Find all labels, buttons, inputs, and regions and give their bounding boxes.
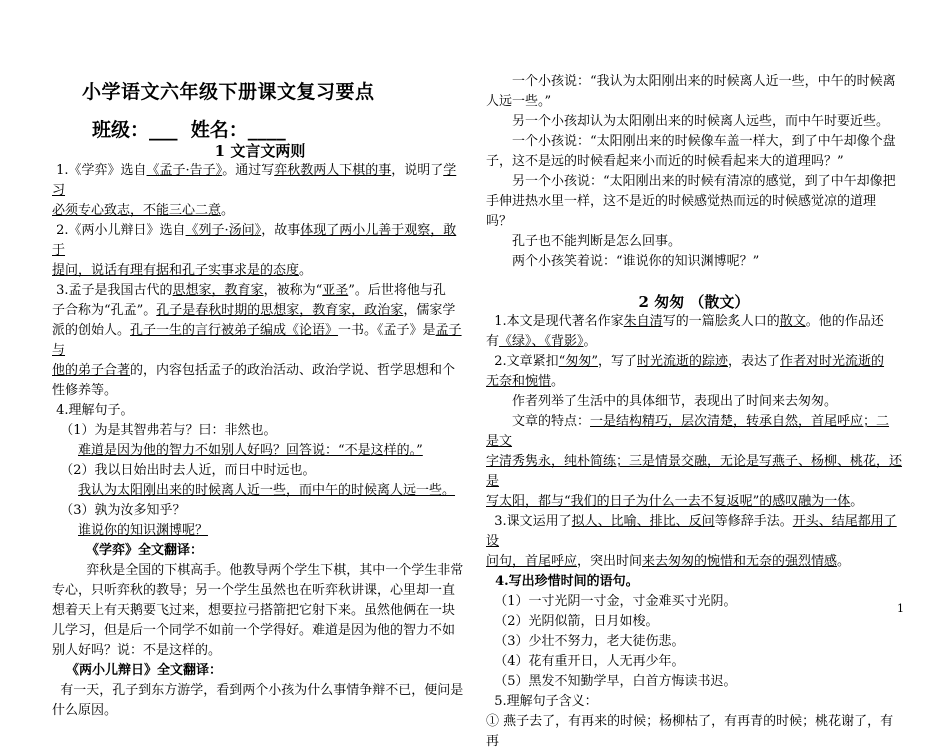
text-line: 另一个小孩说：“太阳刚出来的时候有清凉的感觉，到了中午却像把 — [512, 174, 896, 189]
text-line: 问句，首尾呼应，突出时间来去匆匆的惋惜和无奈的强烈情感。 — [486, 554, 851, 569]
text-line: 提问，说话有理有据和孔子实事求是的态度。 — [52, 263, 313, 278]
text-line: 另一个小孩却认为太阳刚出来的时候离人远些，而中午时要近些。 — [512, 114, 890, 129]
page-number: 1 — [897, 602, 904, 615]
text-line: （3）孰为汝多知乎？ — [60, 503, 186, 518]
section-heading-1: 1 文言文两则 — [214, 142, 306, 160]
text-line: 2.文章紧扣“匆匆”，写了时光流逝的踪迹，表达了作者对时光流逝的 — [494, 354, 885, 369]
text-line: （2）光阴似箭，日月如梭。 — [494, 614, 659, 629]
text-line: 《学弈》全文翻译： — [86, 543, 204, 558]
page-title: 小学语文六年级下册课文复习要点 — [82, 81, 375, 103]
text-line: 吗？ — [486, 214, 513, 229]
text-line: 手伸进热水里一样，这不是近的时候感觉热而远的时候感觉凉的道理 — [486, 194, 877, 209]
text-line: 谁说你的知识渊博呢？ — [78, 523, 209, 538]
text-line: 文章的特点：一是结构精巧，层次清楚，转承自然，首尾呼应；二是文 — [486, 414, 890, 449]
text-line: 4.理解句子。 — [56, 403, 134, 418]
text-line: 字清秀隽永，纯朴简练；三是情景交融，无论是写燕子、杨柳、桃花，还是 — [486, 454, 903, 489]
text-line: 别人好吗？说：不是这样的。 — [52, 643, 222, 658]
text-line: 他的弟子合著的，内容包括孟子的政治活动、政治学说、哲学思想和个 — [52, 363, 456, 378]
text-line: （3）少壮不努力，老大徒伤悲。 — [494, 634, 685, 649]
text-line: 专心，只听弈秋的教导；另一个学生虽然也在听弈秋讲课，心里却一直 — [52, 583, 456, 598]
class-label: 班级： — [92, 119, 150, 141]
left-column-content — [52, 141, 468, 721]
text-line: 5.理解句子含义： — [494, 694, 598, 709]
text-line: 3.课文运用了拟人、比喻、排比、反问等修辞手法。开头、结尾都用了设 — [486, 514, 897, 549]
text-line: 想着天上有天鹅要飞过来，想要拉弓搭箭把它射下来。虽然他俩在一块 — [52, 603, 456, 618]
text-line: 性修养等。 — [52, 383, 118, 398]
text-line: 1.《学弈》选自《孟子·告子》。通过写弈秋教两人下棋的事，说明了学习 — [52, 163, 457, 198]
text-line: 4.写出珍惜时间的语句。 — [495, 574, 639, 589]
text-line: 什么原因。 — [52, 703, 118, 718]
text-line: 一个小孩说：“我认为太阳刚出来的时候离人近一些，中午的时候离 — [512, 74, 896, 89]
text-line: 作者列举了生活中的具体细节，表现出了时间来去匆匆。 — [512, 394, 838, 409]
spacer — [486, 272, 902, 292]
text-line: 《两小儿辩日》全文翻译： — [66, 663, 223, 678]
text-line: 无奈和惋惜。 — [486, 374, 565, 389]
text-line: 派的创始人。孔子一生的言行被弟子编成《论语》一书。《孟子》是孟子与 — [52, 323, 462, 358]
text-line: 孔子也不能判断是怎么回事。 — [512, 234, 682, 249]
text-line: 一个小孩说：“太阳刚出来的时候像车盖一样大，到了中午却像个盘 — [512, 134, 896, 149]
text-line: （5）黑发不知勤学早，白首方悔读书迟。 — [494, 674, 737, 689]
text-line: 人远一些。” — [486, 94, 552, 109]
text-line: （1）为是其智弗若与？曰：非然也。 — [60, 423, 277, 438]
name-label: 姓名： — [190, 119, 248, 141]
class-name-line — [92, 118, 286, 142]
text-line: 子合称为“孔孟”。孔子是春秋时期的思想家，教育家，政治家，儒家学 — [52, 303, 456, 318]
text-line: 必须专心致志，不能三心二意。 — [52, 203, 235, 218]
text-line: 有《绿》、《背影》。 — [486, 334, 597, 349]
text-line: 子，这不是远的时候看起来小而近的时候看起来大的道理吗？” — [486, 154, 844, 169]
right-column-content — [486, 72, 902, 752]
text-line: 1.本文是现代著名作家朱自清写的一篇脍炙人口的散文。他的作品还 — [494, 314, 884, 329]
text-line: 难道是因为他的智力不如别人好吗？回答说：“不是这样的。” — [78, 443, 423, 458]
text-line: 3.孟子是我国古代的思想家，教育家，被称为“亚圣”。后世将他与孔 — [56, 283, 446, 298]
text-line: 两个小孩笑着说：“谁说你的知识渊博呢？” — [512, 254, 760, 269]
text-line: 儿学习，但是后一个同学不如前一个学得好。难道是因为他的智力不如 — [52, 623, 456, 638]
text-line: 我认为太阳刚出来的时候离人近一些，而中午的时候离人远一些。 — [78, 483, 456, 498]
section-heading-2: 2 匆匆 （散文） — [638, 293, 750, 311]
text-line: （1）一寸光阴一寸金，寸金难买寸光阴。 — [494, 594, 737, 609]
text-line: 2.《两小儿辩日》选自《列子·汤问》，故事体现了两小儿善于观察，敢于 — [52, 223, 457, 258]
class-blank: ___ — [149, 119, 178, 141]
text-line: ① 燕子去了，有再来的时候；杨柳枯了，有再青的时候；桃花谢了，有再 — [486, 714, 894, 749]
text-line: （4）花有重开日，人无再少年。 — [494, 654, 685, 669]
text-line: 有一天，孔子到东方游学，看到两个小孩为什么事情争辩不已，便问是 — [60, 683, 464, 698]
text-line: 弈秋是全国的下棋高手。他教导两个学生下棋，其中一个学生非常 — [86, 563, 464, 578]
text-line: （2）我以日始出时去人近，而日中时远也。 — [60, 463, 316, 478]
text-line: 写太阳，都与“我们的日子为什么一去不复返呢”的感叹融为一体。 — [486, 494, 864, 509]
name-blank: ____ — [247, 119, 286, 141]
